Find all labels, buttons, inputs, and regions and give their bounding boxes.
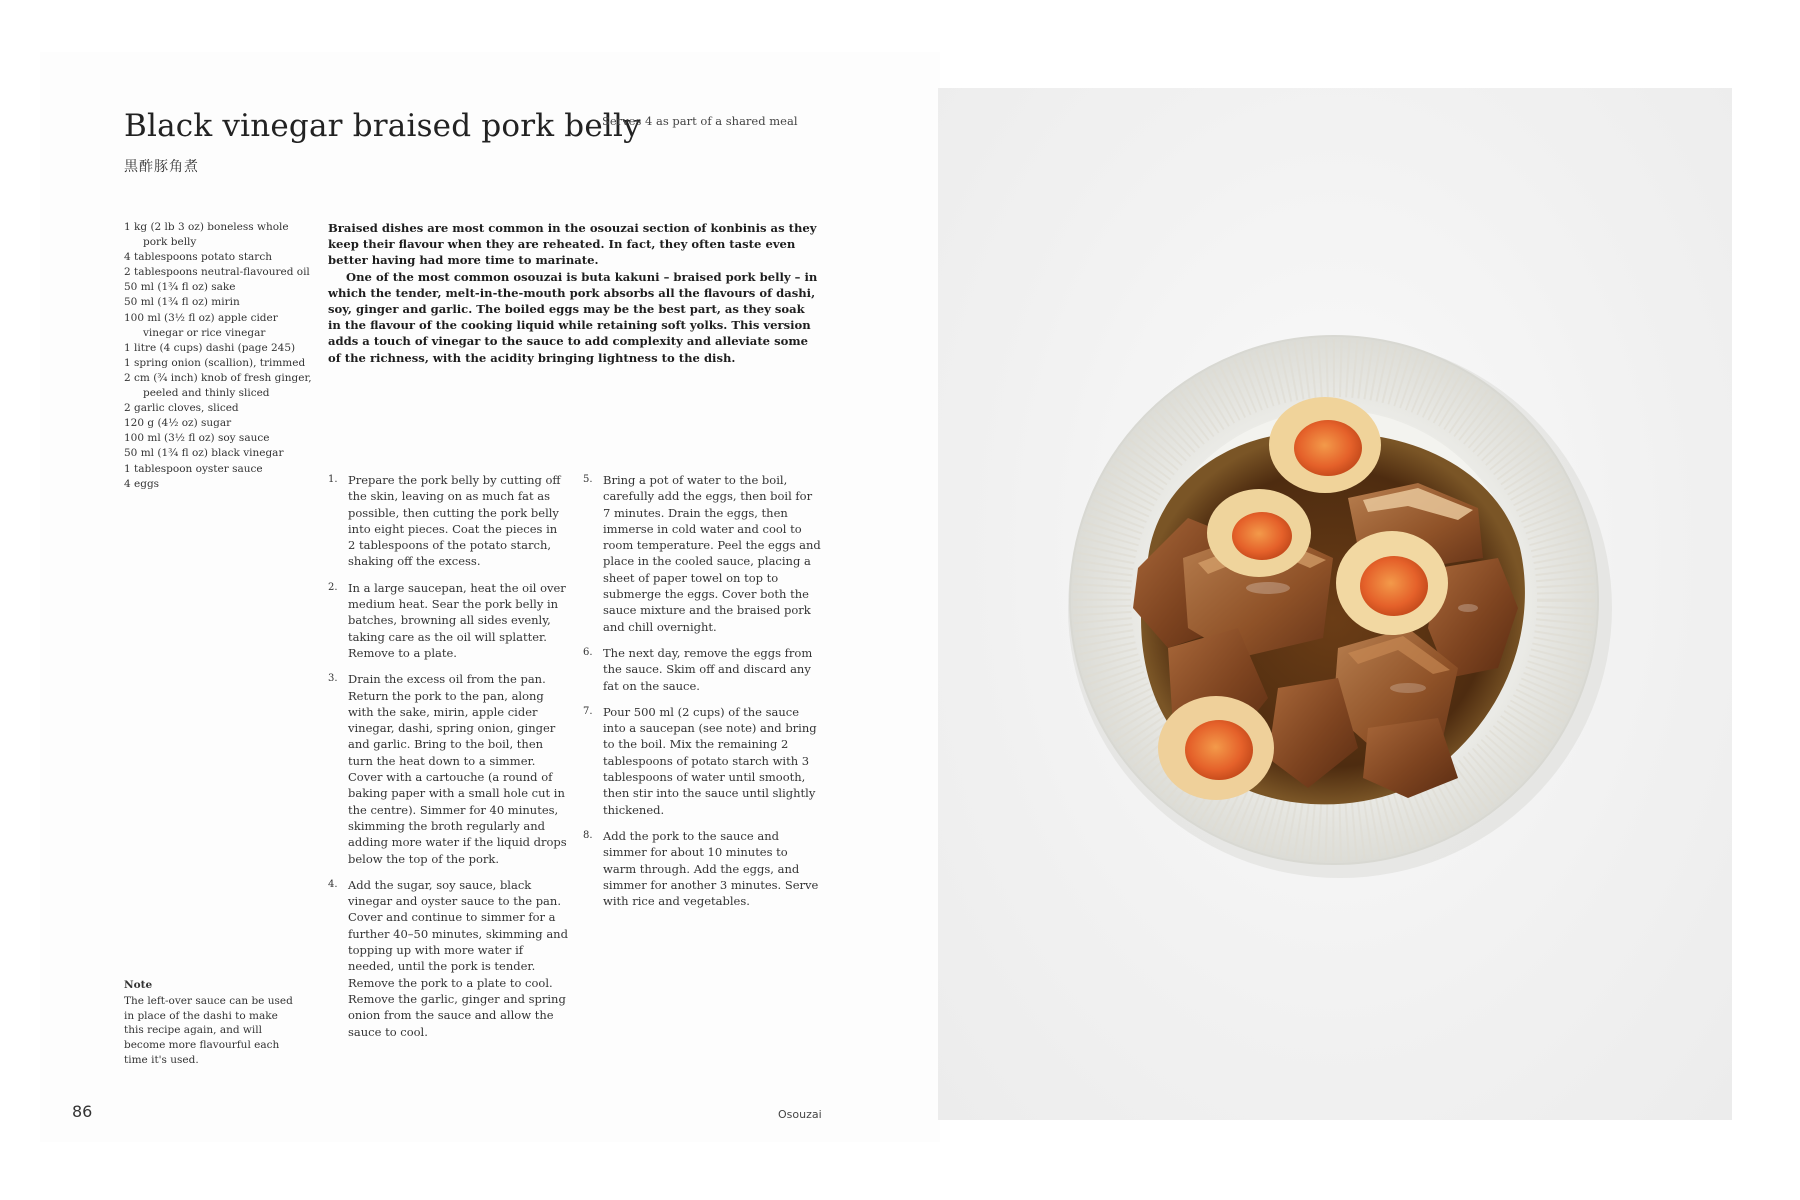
method-step xyxy=(583,645,823,694)
sauce-highlight xyxy=(1246,582,1290,594)
ingredient-item: 1 litre (4 cups) dashi (page 245) xyxy=(124,341,296,354)
method-step xyxy=(328,877,568,1040)
step-number: 1. xyxy=(328,474,338,485)
ingredient-item: 1 spring onion (scallion), trimmed xyxy=(124,356,306,369)
ingredient-item: 4 tablespoons potato starch xyxy=(124,251,272,264)
step-number: 5. xyxy=(583,474,593,485)
step-text: Prepare the pork belly by cutting off the skin, leaving on as much fat as possible, then cutting the pork belly into eight pieces. Coat the pieces in 2 tablespoons of the potato starch, shaking off the excess. xyxy=(348,473,561,569)
egg-half xyxy=(1269,397,1381,493)
method-column-1 xyxy=(328,472,568,1050)
method-step xyxy=(583,472,823,635)
step-number: 8. xyxy=(583,829,593,841)
ingredient-item: 1 kg (2 lb 3 oz) boneless whole pork belly xyxy=(124,221,289,249)
intro-paragraph: Braised dishes are most common in the osouzai section of konbinis as they keep their flavour when they are reheated. In fact, they often taste even better having had more time to marinate. xyxy=(328,221,817,268)
ingredient-item: 2 cm (¾ inch) knob of fresh ginger, peeled and thinly sliced xyxy=(124,371,312,400)
ingredient-item: 50 ml (1¾ fl oz) sake xyxy=(124,281,236,294)
step-text: The next day, remove the eggs from the sauce. Skim off and discard any fat on the sauce. xyxy=(603,645,813,693)
ingredient-item: 120 g (4½ oz) sugar xyxy=(124,417,232,430)
egg-half xyxy=(1336,531,1448,635)
sauce-highlight xyxy=(1458,604,1478,612)
recipe-note xyxy=(124,978,294,1068)
step-text: In a large saucepan, heat the oil over medium heat. Sear the pork belly in batches, browning all sides evenly, taking care as the oil will splatter. Remove to a plate. xyxy=(348,580,566,660)
dish-photo xyxy=(938,88,1732,1120)
method-step xyxy=(328,580,568,661)
step-number: 4. xyxy=(328,878,338,890)
step-number: 7. xyxy=(583,705,593,717)
ingredient-list xyxy=(124,220,314,492)
note-text: The left-over sauce can be used in place of the dashi to make this recipe again, and will become more flavourful each time it's used. xyxy=(124,994,293,1066)
ingredient-item: 100 ml (3½ fl oz) soy sauce xyxy=(124,432,270,445)
method-step xyxy=(583,828,823,909)
ingredient-item: 50 ml (1¾ fl oz) mirin xyxy=(124,296,240,309)
ingredient-item: 50 ml (1¾ fl oz) black vinegar xyxy=(124,447,284,460)
step-number: 3. xyxy=(328,673,338,685)
method-column-2 xyxy=(583,472,823,919)
step-text: Drain the excess oil from the pan. Return the pork to the pan, along with the sake, mirin, apple cider vinegar, dashi, spring onion, ginger and garlic. Bring to the boil, then turn the heat down to a simmer. Cover with a cartouche (a round of baking paper with a small hole cut in the centre). Simmer for 40 minutes, skimming the broth regularly and adding more water if the liquid drops below the top of the pork. xyxy=(348,672,567,866)
ingredient-item: 1 tablespoon oyster sauce xyxy=(124,462,263,475)
method-step xyxy=(328,472,568,570)
method-step xyxy=(583,704,823,818)
recipe-intro xyxy=(328,220,818,366)
page-number: 86 xyxy=(72,1102,93,1121)
ingredient-item: 4 eggs xyxy=(124,477,160,490)
ingredient-item: 100 ml (3½ fl oz) apple cider vinegar or rice vinegar xyxy=(124,311,278,339)
step-number: 6. xyxy=(583,646,593,658)
ingredient-item: 2 garlic cloves, sliced xyxy=(124,402,239,415)
step-number: 2. xyxy=(328,581,338,593)
dish-photo-illustration xyxy=(938,88,1732,1120)
method-step xyxy=(328,671,568,867)
step-text: Add the sugar, soy sauce, black vinegar and oyster sauce to the pan. Cover and continue to simmer for a further 40–50 minutes, skimming and topping up with more water if needed, until the pork is tender. Remove the pork to a plate to cool. Remove the garlic, ginger and spring onion from the sauce and allow the sauce to cool. xyxy=(348,877,568,1039)
step-text: Add the pork to the sauce and simmer for about 10 minutes to warm through. Add the eggs, and simmer for another 3 minutes. Serve with rice and vegetables. xyxy=(603,828,819,909)
note-heading: Note xyxy=(124,979,153,991)
recipe-title-japanese: 黒酢豚角煮 xyxy=(124,159,199,175)
section-footer: Osouzai xyxy=(778,1108,822,1121)
step-text: Pour 500 ml (2 cups) of the sauce into a saucepan (see note) and bring to the boil. Mix the remaining 2 tablespoons of potato starch with 3 tablespoons of water until smooth, then stir into the sauce until slightly thickened. xyxy=(603,704,817,817)
step-text: Bring a pot of water to the boil, carefully add the eggs, then boil for 7 minutes. Drain the eggs, then immerse in cold water and cool to room temperature. Peel the eggs and place in the cooled sauce, placing a sheet of paper towel on top to submerge the eggs. Cover both the sauce mixture and the braised pork and chill overnight. xyxy=(603,473,821,634)
egg-half xyxy=(1158,696,1274,800)
sauce-highlight xyxy=(1390,683,1426,693)
serves-note: Serves 4 as part of a shared meal xyxy=(602,114,798,128)
ingredient-item: 2 tablespoons neutral-flavoured oil xyxy=(124,266,310,279)
intro-paragraph: One of the most common osouzai is buta kakuni – braised pork belly – in which the tender, melt-in-the-mouth pork absorbs all the flavours of dashi, soy, ginger and garlic. The boiled eggs may be the best part, as they soak in the flavour of the cooking liquid while retaining soft yolks. This version adds a touch of vinegar to the sauce to add complexity and alleviate some of the richness, with the acidity bringing lightness to the dish. xyxy=(328,269,818,365)
egg-half xyxy=(1207,489,1311,577)
recipe-title: Black vinegar braised pork belly xyxy=(124,108,641,144)
